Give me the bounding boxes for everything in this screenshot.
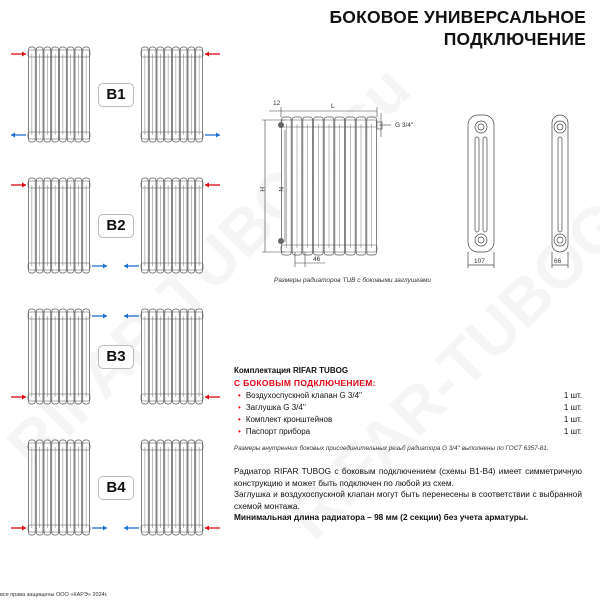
kit-item-qty: 1 шт.	[563, 427, 582, 436]
kit-item-name: Паспорт прибора	[245, 427, 311, 436]
kit-item	[234, 403, 582, 412]
return-arrow-icon	[11, 133, 15, 138]
radiator-icon	[141, 178, 203, 273]
radiator-front-view	[278, 117, 382, 255]
kit-item-qty: 1 шт.	[563, 415, 582, 424]
radiator-icon	[141, 309, 203, 404]
return-arrow-icon	[124, 526, 128, 531]
dim-length: L	[331, 103, 335, 110]
description-p2: Заглушка и воздухоспускной клапан могут быть перенесены в соответствии с выбранной схемой монтажа.	[234, 489, 582, 511]
kit-subheading: С БОКОВЫМ ПОДКЛЮЧЕНИЕМ:	[234, 378, 376, 388]
scheme-label: B2	[98, 214, 134, 238]
radiator-icon	[28, 178, 90, 273]
dim-axis: N	[277, 187, 284, 192]
kit-note: Размеры внутренних боковых присоединительных резьб радиатора G 3/4'' выполнены по ГОСТ 6357-81.	[234, 445, 549, 452]
supply-arrow-icon	[22, 52, 26, 57]
description-p1: Радиатор RIFAR TUBOG с боковым подключением (схемы B1-B4) имеет симметричную конструкцию и может быть подключен по любой из схем.	[234, 466, 582, 488]
copyright-footer: все права защищены ООО «КАРЭ» 2024г.	[0, 592, 108, 598]
dim-pitch: 46	[313, 256, 321, 263]
bullet-icon: •	[238, 415, 241, 424]
kit-section	[234, 366, 582, 452]
bullet-icon: •	[238, 403, 241, 412]
drawing-caption: Размеры радиаторов TUB с боковыми заглушками	[274, 277, 432, 284]
supply-arrow-icon	[205, 395, 209, 400]
return-arrow-icon	[124, 264, 128, 269]
kit-heading: Комплектация RIFAR TUBOG	[234, 366, 349, 375]
supply-arrow-icon	[22, 183, 26, 188]
dim-thread: G 3/4''	[395, 122, 414, 129]
return-arrow-icon	[103, 526, 107, 531]
kit-item-name: Заглушка G 3/4''	[245, 403, 306, 412]
return-arrow-icon	[103, 264, 107, 269]
dim-height: H	[258, 187, 265, 192]
supply-arrow-icon	[205, 526, 209, 531]
title-line: ПОДКЛЮЧЕНИЕ	[443, 29, 586, 49]
radiator-side-view-3col	[468, 115, 494, 268]
kit-item-qty: 1 шт.	[563, 403, 582, 412]
supply-arrow-icon	[205, 183, 209, 188]
kit-item-qty: 1 шт.	[563, 391, 582, 400]
kit-item	[234, 415, 582, 424]
bullet-icon: •	[238, 427, 241, 436]
dim-depth-66: 66	[554, 258, 562, 265]
radiator-icon	[28, 309, 90, 404]
radiator-icon	[141, 47, 203, 142]
supply-arrow-icon	[22, 395, 26, 400]
supply-arrow-icon	[22, 526, 26, 531]
page-title	[329, 6, 586, 50]
description	[234, 466, 582, 524]
connection-schemes	[0, 0, 230, 565]
radiator-icon	[28, 47, 90, 142]
scheme-label: B3	[98, 345, 134, 369]
title-line: БОКОВОЕ УНИВЕРСАЛЬНОЕ	[329, 7, 586, 27]
dim-depth-107: 107	[474, 258, 485, 265]
kit-item-name: Воздухоспускной клапан G 3/4''	[245, 391, 363, 400]
scheme-label: B4	[98, 476, 134, 500]
scheme-label: B1	[98, 83, 134, 107]
radiator-side-view-2col	[552, 115, 568, 268]
description-p3: Минимальная длина радиатора – 98 мм (2 секции) без учета арматуры.	[234, 512, 529, 523]
dimension-drawing	[255, 95, 600, 275]
return-arrow-icon	[124, 314, 128, 319]
supply-arrow-icon	[205, 52, 209, 57]
radiator-icon	[141, 440, 203, 535]
kit-item	[234, 391, 582, 400]
return-arrow-icon	[103, 314, 107, 319]
return-arrow-icon	[216, 133, 220, 138]
kit-item-name: Комплект кронштейнов	[245, 415, 333, 424]
dim-offset: 12	[273, 100, 281, 107]
radiator-icon	[28, 440, 90, 535]
kit-item	[234, 427, 582, 436]
bullet-icon: •	[238, 391, 241, 400]
